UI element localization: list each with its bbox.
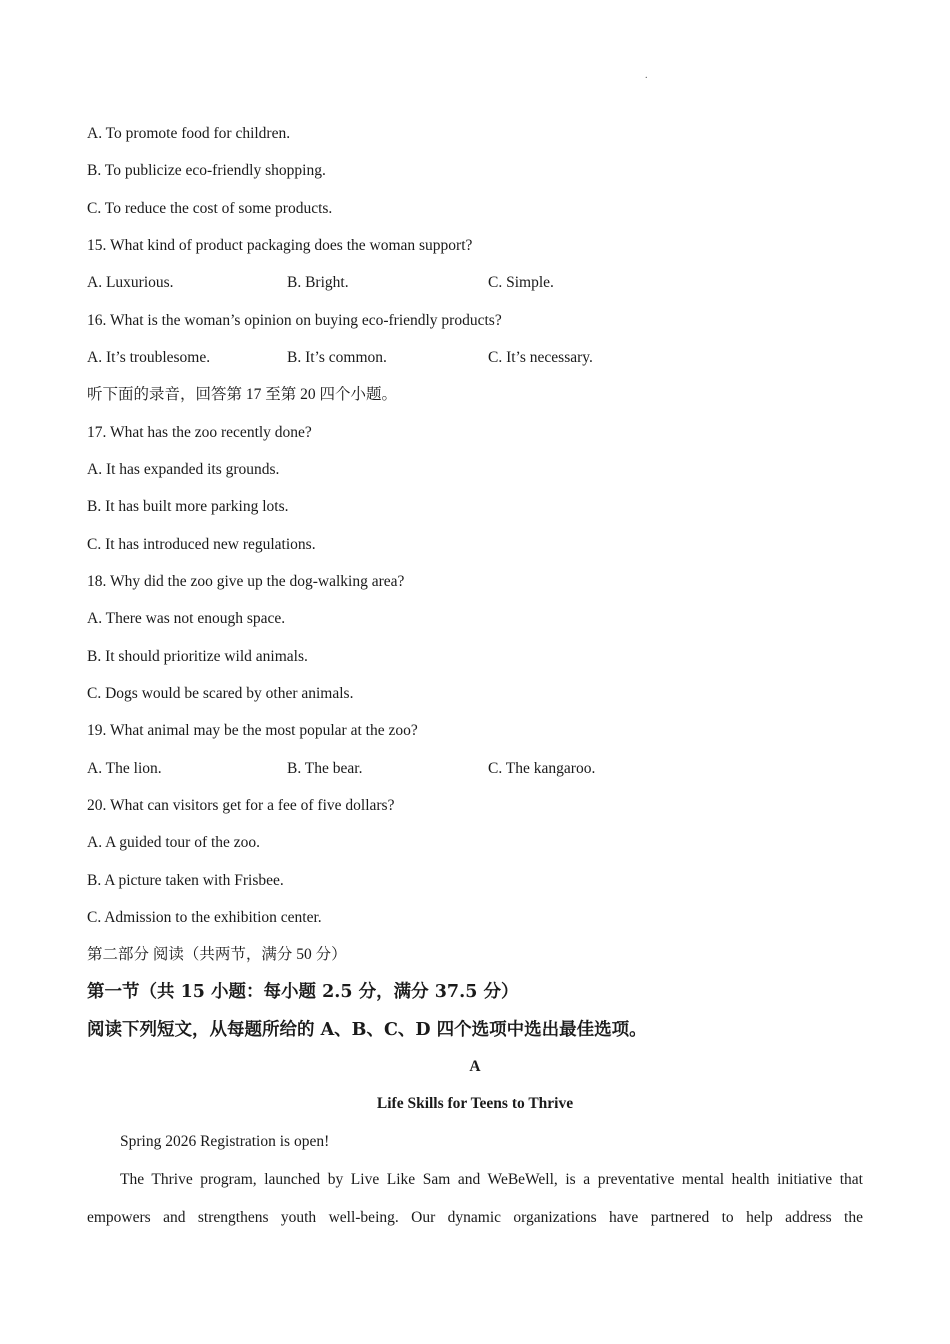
q17-option-c: C. It has introduced new regulations.	[87, 536, 316, 553]
passage-para-line-2: empowers and strengthens youth well-being. Our dynamic organizations have partnered to help address the	[87, 1209, 863, 1226]
q16-option-a: A. It’s troublesome.	[87, 349, 211, 366]
passage-para-line-1: The Thrive program, launched by Live Like Sam and WeBeWell, is a preventative mental health initiative that	[120, 1171, 863, 1188]
passage-line-registration: Spring 2026 Registration is open!	[120, 1133, 330, 1150]
section1-instruction: 阅读下列短文，从每题所给的 A、B、C、D 四个选项中选出最佳选项。	[87, 1020, 647, 1040]
q14-option-a: A. To promote food for children.	[87, 125, 291, 142]
q15-option-b: B. Bright.	[287, 274, 349, 291]
q19-option-a: A. The lion.	[87, 760, 162, 777]
q14-option-b: B. To publicize eco-friendly shopping.	[87, 162, 326, 179]
instruction-17-20: 听下面的录音，回答第 17 至第 20 四个小题。	[87, 386, 398, 403]
q15-option-c: C. Simple.	[488, 274, 554, 291]
passage-letter: A	[469, 1058, 481, 1075]
q19-question: 19. What animal may be the most popular at the zoo?	[87, 722, 418, 739]
q17-option-a: A. It has expanded its grounds.	[87, 461, 280, 478]
part2-heading: 第二部分 阅读（共两节，满分 50 分）	[87, 946, 347, 963]
q16-option-c: C. It’s necessary.	[488, 349, 593, 366]
section1-heading: 第一节（共 15 小题：每小题 2.5 分，满分 37.5 分）	[87, 982, 519, 1002]
q18-option-a: A. There was not enough space.	[87, 610, 286, 627]
q18-question: 18. Why did the zoo give up the dog-walking area?	[87, 573, 405, 590]
q17-question: 17. What has the zoo recently done?	[87, 424, 312, 441]
q20-question: 20. What can visitors get for a fee of five dollars?	[87, 797, 395, 814]
q17-option-b: B. It has built more parking lots.	[87, 498, 289, 515]
q16-question: 16. What is the woman’s opinion on buying eco-friendly products?	[87, 312, 502, 329]
header-mark: .	[645, 70, 648, 81]
q18-option-c: C. Dogs would be scared by other animals.	[87, 685, 354, 702]
passage-title: Life Skills for Teens to Thrive	[376, 1095, 574, 1112]
q16-option-b: B. It’s common.	[287, 349, 387, 366]
q15-option-a: A. Luxurious.	[87, 274, 174, 291]
q20-option-b: B. A picture taken with Frisbee.	[87, 872, 284, 889]
q15-question: 15. What kind of product packaging does the woman support?	[87, 237, 473, 254]
q18-option-b: B. It should prioritize wild animals.	[87, 648, 308, 665]
q14-option-c: C. To reduce the cost of some products.	[87, 200, 333, 217]
q20-option-c: C. Admission to the exhibition center.	[87, 909, 322, 926]
q20-option-a: A. A guided tour of the zoo.	[87, 834, 261, 851]
q19-option-c: C. The kangaroo.	[488, 760, 596, 777]
q19-option-b: B. The bear.	[287, 760, 363, 777]
